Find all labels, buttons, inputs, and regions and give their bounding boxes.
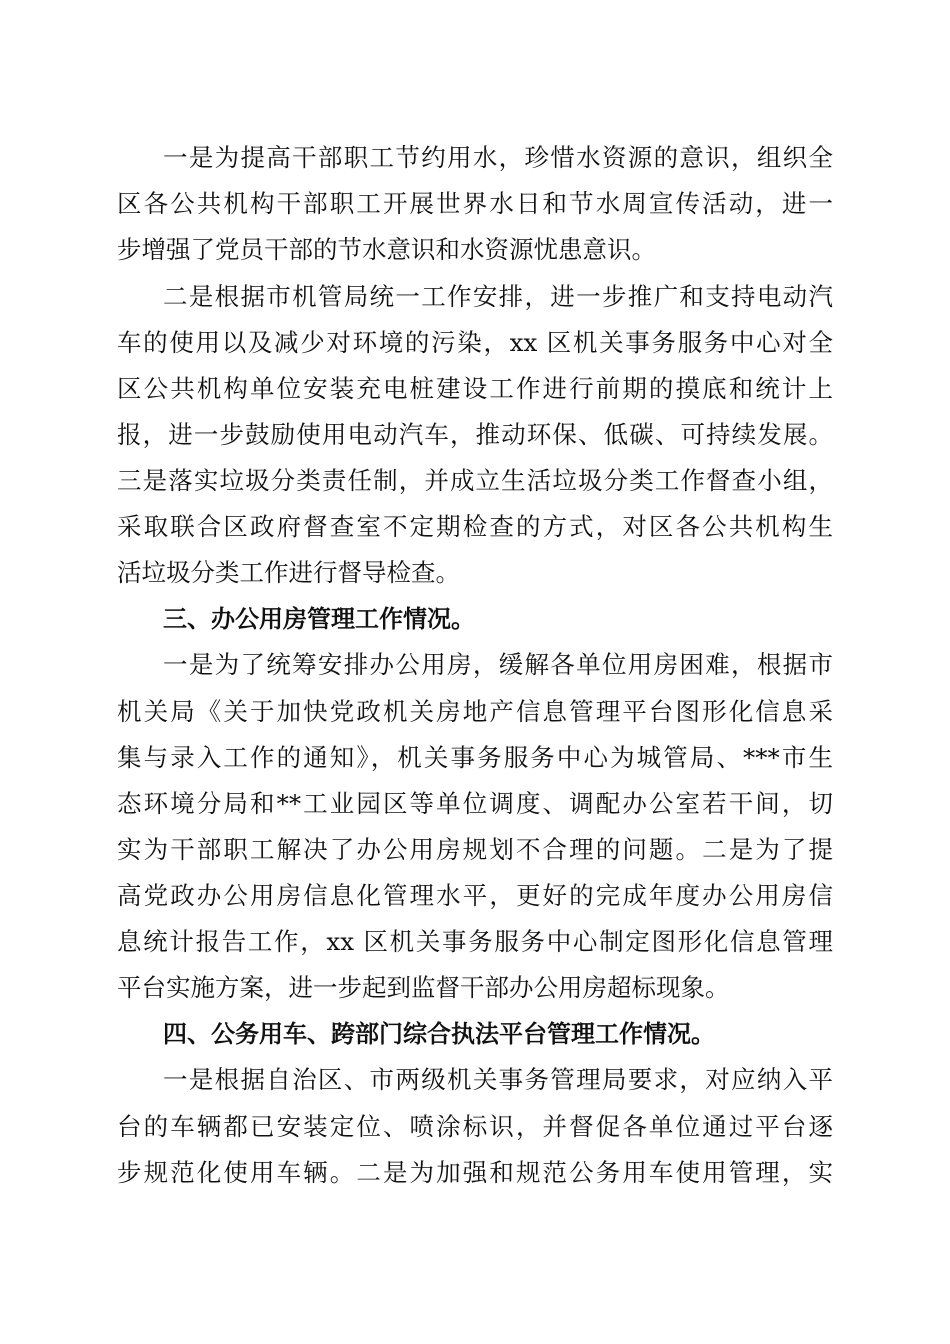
paragraph-line: 高党政办公用房信息化管理水平，更好的完成年度办公用房信 <box>117 881 833 910</box>
paragraph-line: 采取联合区政府督查室不定期检查的方式，对区各公共机构生 <box>117 512 833 541</box>
paragraph-line: 步规范化使用车辆。二是为加强和规范公务用车使用管理，实 <box>117 1158 833 1187</box>
paragraph-line: 一是为了统筹安排办公用房，缓解各单位用房困难，根据市 <box>163 650 833 679</box>
paragraph-line: 活垃圾分类工作进行督导检查。 <box>117 558 460 587</box>
paragraph-line: 三是落实垃圾分类责任制，并成立生活垃圾分类工作督查小组， <box>117 466 833 495</box>
paragraph-line: 平台实施方案，进一步起到监督干部办公用房超标现象。 <box>117 973 730 1002</box>
paragraph-line: 一是根据自治区、市两级机关事务管理局要求，对应纳入平 <box>163 1065 833 1094</box>
paragraph-line: 集与录入工作的通知》，机关事务服务中心为城管局、***市生 <box>117 743 833 772</box>
paragraph-line: 态环境分局和**工业园区等单位调度、调配办公室若干间，切 <box>117 789 833 818</box>
paragraph-line: 机关局《关于加快党政机关房地产信息管理平台图形化信息采 <box>117 697 833 726</box>
paragraph-line: 区各公共机构干部职工开展世界水日和节水周宣传活动，进一 <box>117 189 833 218</box>
section-heading: 三、办公用房管理工作情况。 <box>163 605 475 633</box>
paragraph-line: 报，进一步鼓励使用电动汽车，推动环保、低碳、可持续发展。 <box>117 420 833 449</box>
paragraph-line: 台的车辆都已安装定位、喷涂标识，并督促各单位通过平台逐 <box>117 1112 833 1141</box>
paragraph-line: 实为干部职工解决了办公用房规划不合理的问题。二是为了提 <box>117 835 833 864</box>
paragraph-line: 车的使用以及减少对环境的污染，xx 区机关事务服务中心对全 <box>117 328 833 357</box>
section-heading: 四、公务用车、跨部门综合执法平台管理工作情况。 <box>163 1020 715 1048</box>
paragraph-line: 一是为提高干部职工节约用水，珍惜水资源的意识，组织全 <box>163 143 833 172</box>
paragraph-line: 步增强了党员干部的节水意识和水资源忧患意识。 <box>117 235 656 264</box>
paragraph-line: 区公共机构单位安装充电桩建设工作进行前期的摸底和统计上 <box>117 374 833 403</box>
paragraph-line: 息统计报告工作，xx 区机关事务服务中心制定图形化信息管理 <box>117 927 833 956</box>
paragraph-line: 二是根据市机管局统一工作安排，进一步推广和支持电动汽 <box>163 282 833 311</box>
